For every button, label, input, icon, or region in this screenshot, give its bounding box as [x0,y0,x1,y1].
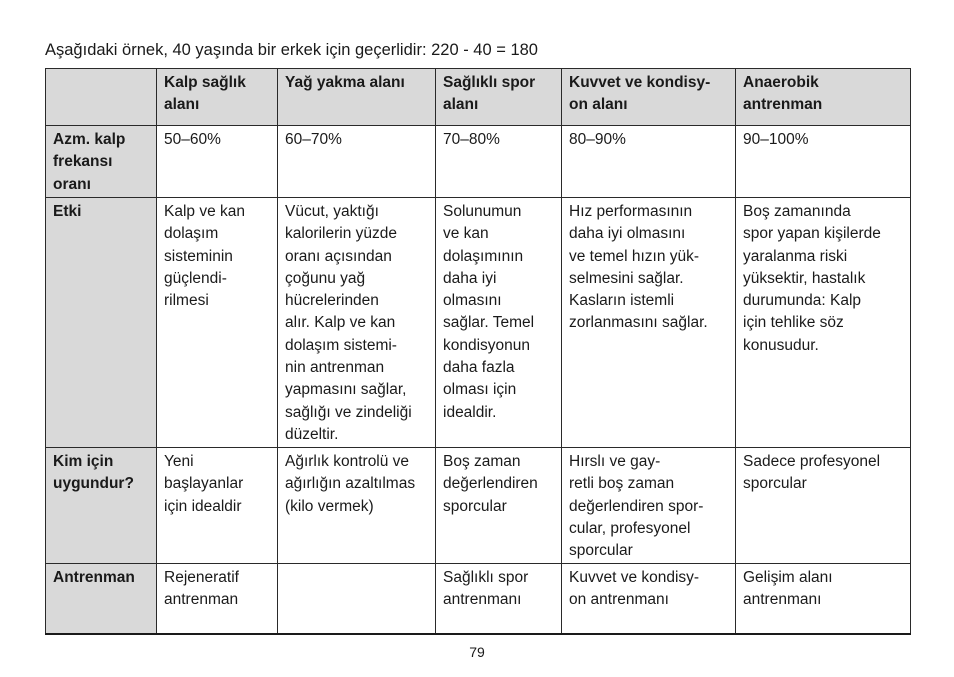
heart-rate-zone-table [45,68,911,635]
header-corner-cell [46,69,157,126]
table-cell [562,564,736,634]
row-label-text: Azm. kalp frekansı oranı [53,131,126,193]
row-label-text: Kim için uygundur? [53,453,134,493]
intro-text: Aşağıdaki örnek, 40 yaşında bir erkek için geçerlidir: 220 - 40 = 180 [45,41,538,59]
header-text: Kuvvet ve kondisy- on alanı [569,74,711,114]
table-row [46,126,911,198]
table-cell [436,198,562,448]
page-number: 79 [469,644,485,660]
cell-text: Vücut, yaktığı kalorilerin yüzde oranı açısından çoğunu yağ hücrelerinden alır. Kalp ve kan dolaşım sistemi- nin antrenman yapmasını sağlar, sağlığı ve zindeliği düzeltir. [285,203,412,443]
row-label-text: Antrenman [53,569,135,586]
header-text: Yağ yakma alanı [285,74,405,91]
table-cell [436,126,562,198]
header-row [46,69,911,126]
header-anaerobic-training [736,69,911,126]
cell-text: Rejeneratif antrenman [164,569,239,609]
table-cell [157,198,278,448]
table-row [46,564,911,634]
cell-text: Solunumun ve kan dolaşımının daha iyi olmasını sağlar. Temel kondisyonun daha fazla olması için idealdir. [443,203,535,421]
table-row [46,198,911,448]
table-cell [278,448,436,564]
cell-text: 50–60% [164,131,221,148]
table-cell [436,564,562,634]
table-cell [736,126,911,198]
cell-text: Hız performasının daha iyi olmasını ve temel hızın yük- selmesini sağlar. Kasların istemli zorlanmasını sağlar. [569,203,708,332]
table-cell [562,126,736,198]
table-cell [436,448,562,564]
cell-text: 60–70% [285,131,342,148]
row-label-text: Etki [53,203,82,220]
cell-text: Sadece profesyonel sporcular [743,453,881,493]
cell-text: Sağlıklı spor antrenmanı [443,569,529,609]
header-text: Sağlıklı spor alanı [443,74,536,114]
header-text: Kalp sağlık alanı [164,74,246,114]
header-heart-health-zone [157,69,278,126]
cell-text: Kalp ve kan dolaşım sisteminin güçlendi- rilmesi [164,203,245,310]
row-label-max-heart-rate [46,126,157,198]
cell-text: Hırslı ve gay- retli boş zaman değerlendiren spor- cular, profesyonel sporcular [569,453,704,560]
table-cell [736,564,911,634]
table-row [46,448,911,564]
table-cell [157,448,278,564]
header-healthy-sport-zone [436,69,562,126]
table-cell [562,448,736,564]
header-text: Anaerobik antrenman [743,74,823,114]
cell-text: Boş zamanında spor yapan kişilerde yaralanma riski yüksektir, hastalık durumunda: Kalp için tehlike söz konusudur. [743,203,881,354]
table-cell [278,198,436,448]
cell-text: 70–80% [443,131,500,148]
header-strength-condition-zone [562,69,736,126]
header-fat-burning-zone [278,69,436,126]
cell-text: Yeni başlayanlar için idealdir [164,453,244,515]
table-cell [562,198,736,448]
table-cell [157,126,278,198]
cell-text: 90–100% [743,131,809,148]
cell-text: 80–90% [569,131,626,148]
table-cell [736,448,911,564]
table-cell [278,126,436,198]
row-label-suitable-for [46,448,157,564]
table-cell [278,564,436,634]
table-cell [157,564,278,634]
row-label-training [46,564,157,634]
cell-text: Ağırlık kontrolü ve ağırlığın azaltılmas (kilo vermek) [285,453,416,515]
row-label-effect [46,198,157,448]
cell-text: Kuvvet ve kondisy- on antrenmanı [569,569,700,609]
cell-text: Boş zaman değerlendiren sporcular [443,453,538,515]
cell-text: Gelişim alanı antrenmanı [743,569,833,609]
table-cell [736,198,911,448]
